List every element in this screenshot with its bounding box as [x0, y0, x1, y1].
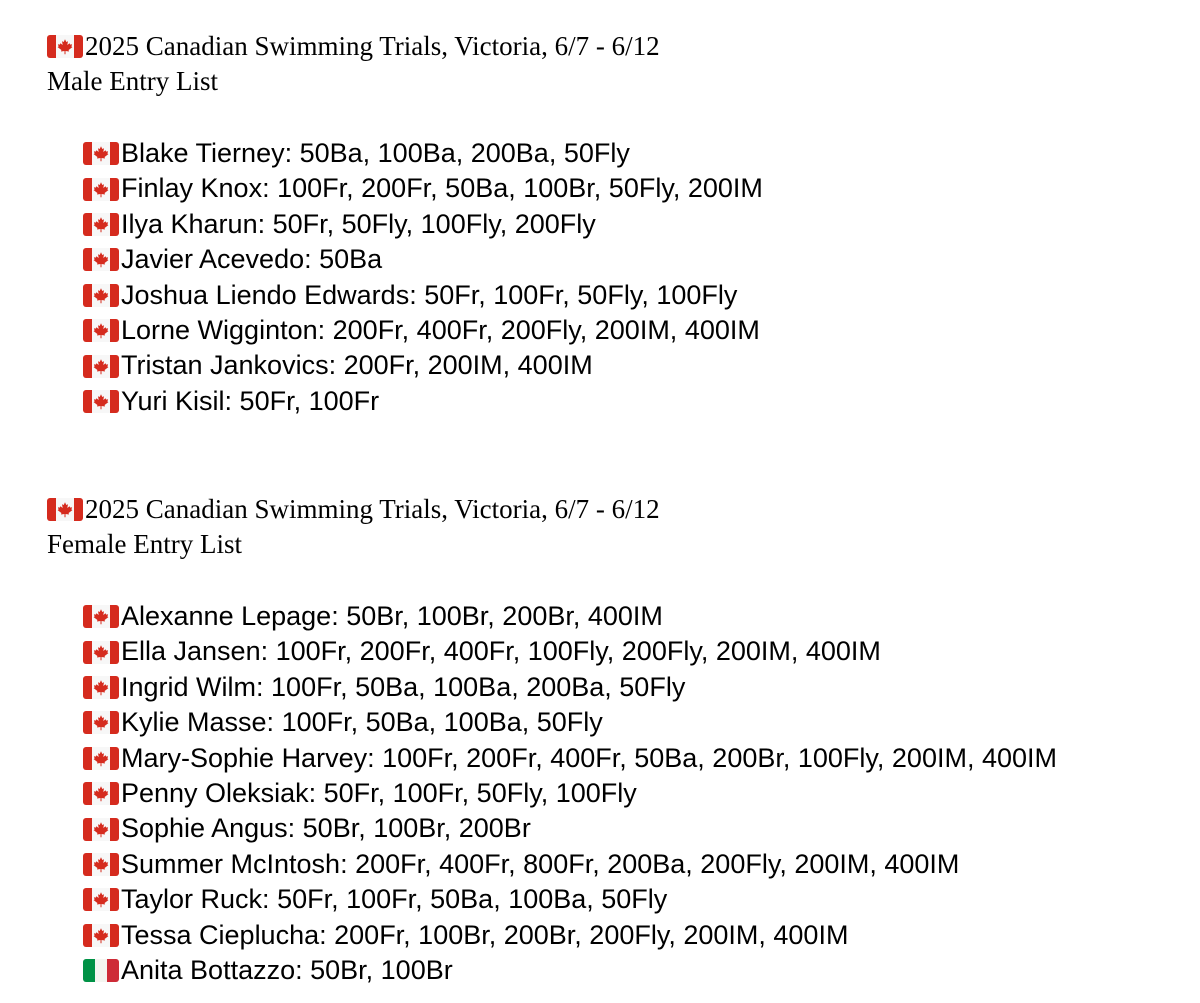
- athlete-name: Blake Tierney: [121, 138, 285, 168]
- list-item: [83, 242, 1200, 277]
- athlete-name: Penny Oleksiak: [121, 777, 309, 808]
- athlete-events: 100Fr, 50Ba, 100Ba, 50Fly: [281, 707, 603, 738]
- athlete-events: 200Fr, 400Fr, 800Fr, 200Ba, 200Fly, 200IM, 400IM: [355, 848, 960, 879]
- female-entry-list: [83, 599, 1200, 988]
- athlete-name: Taylor Ruck: [121, 884, 263, 915]
- canada-flag-icon: [83, 213, 119, 236]
- italy-flag-icon: [83, 959, 119, 982]
- athlete-entry-text: Taylor Ruck: 50Fr, 100Fr, 50Ba, 100Ba, 50Fly: [121, 884, 668, 915]
- athlete-entry-text: Penny Oleksiak: 50Fr, 100Fr, 50Fly, 100Fly: [121, 777, 637, 808]
- athlete-entry-text: Anita Bottazzo: 50Br, 100Br: [121, 954, 453, 985]
- list-item: [83, 599, 1200, 634]
- female-title: [47, 491, 1200, 527]
- athlete-events: 200Fr, 100Br, 200Br, 200Fly, 200IM, 400IM: [334, 919, 849, 950]
- female-subtitle: Female Entry List: [47, 529, 242, 559]
- athlete-entry-text: Kylie Masse: 100Fr, 50Ba, 100Ba, 50Fly: [121, 707, 603, 738]
- list-item: [83, 918, 1200, 953]
- canada-flag-icon: [83, 390, 119, 413]
- athlete-entry-text: Mary-Sophie Harvey: 100Fr, 200Fr, 400Fr, 50Ba, 200Br, 100Fly, 200IM, 400IM: [121, 742, 1057, 773]
- athlete-entry-text: Ella Jansen: 100Fr, 200Fr, 400Fr, 100Fly, 200Fly, 200IM, 400IM: [121, 636, 881, 667]
- athlete-name: Ingrid Wilm: [121, 671, 257, 702]
- athlete-entry-text: Ilya Kharun: 50Fr, 50Fly, 100Fly, 200Fly: [121, 208, 596, 239]
- athlete-events: 200Fr, 200IM, 400IM: [343, 350, 593, 381]
- canada-flag-icon: [83, 284, 119, 307]
- athlete-name: Finlay Knox: [121, 173, 263, 204]
- list-item: [83, 348, 1200, 383]
- athlete-entry-text: Finlay Knox: 100Fr, 200Fr, 50Ba, 100Br, 50Fly, 200IM: [121, 173, 763, 204]
- male-section: [0, 28, 1200, 419]
- athlete-name: Summer McIntosh: [121, 848, 341, 879]
- list-item: [83, 634, 1200, 669]
- canada-flag-icon: [83, 711, 119, 734]
- athlete-events: 100Fr, 200Fr, 400Fr, 50Ba, 200Br, 100Fly, 200IM, 400IM: [382, 742, 1057, 773]
- canada-flag-icon: [83, 319, 119, 342]
- list-item: [83, 313, 1200, 348]
- list-item: [83, 741, 1200, 776]
- list-item: [83, 384, 1200, 419]
- canada-flag-icon: [83, 676, 119, 699]
- athlete-name: Joshua Liendo Edwards: [121, 279, 410, 310]
- canada-flag-icon: [83, 641, 119, 664]
- athlete-name: Tessa Cieplucha: [121, 919, 320, 950]
- list-item: [83, 847, 1200, 882]
- athlete-entry-text: Tessa Cieplucha: 200Fr, 100Br, 200Br, 200Fly, 200IM, 400IM: [121, 919, 849, 950]
- athlete-name: Alexanne Lepage: [121, 601, 332, 631]
- list-item: [83, 811, 1200, 846]
- female-title-text: 2025 Canadian Swimming Trials, Victoria, 6/7 - 6/12: [85, 494, 660, 524]
- list-item: [83, 953, 1200, 988]
- athlete-events: 50Fr, 100Fr: [239, 385, 380, 416]
- canada-flag-icon: [83, 248, 119, 271]
- athlete-entry-text: Javier Acevedo: 50Ba: [121, 244, 383, 275]
- athlete-events: 50Ba: [319, 244, 383, 275]
- athlete-entry-text: Summer McIntosh: 200Fr, 400Fr, 800Fr, 200Ba, 200Fly, 200IM, 400IM: [121, 848, 960, 879]
- male-title: [47, 28, 1200, 64]
- list-item: [83, 171, 1200, 206]
- athlete-events: 50Fr, 100Fr, 50Fly, 100Fly: [424, 279, 738, 310]
- athlete-entry-text: Alexanne Lepage: 50Br, 100Br, 200Br, 400IM: [121, 601, 663, 631]
- canada-flag-icon: [83, 605, 119, 628]
- athlete-events: 100Fr, 200Fr, 50Ba, 100Br, 50Fly, 200IM: [277, 173, 763, 204]
- canada-flag-icon: [83, 142, 119, 165]
- athlete-events: 100Fr, 200Fr, 400Fr, 100Fly, 200Fly, 200IM, 400IM: [275, 636, 881, 667]
- list-item: [83, 278, 1200, 313]
- female-section: [0, 491, 1200, 988]
- athlete-events: 50Ba, 100Ba, 200Ba, 50Fly: [299, 138, 630, 168]
- list-item: [83, 705, 1200, 740]
- athlete-events: 50Fr, 100Fr, 50Ba, 100Ba, 50Fly: [277, 884, 668, 915]
- male-title-text: 2025 Canadian Swimming Trials, Victoria, 6/7 - 6/12: [85, 31, 660, 61]
- canada-flag-icon: [83, 853, 119, 876]
- athlete-events: 50Br, 100Br, 200Br, 400IM: [346, 601, 663, 631]
- canada-flag-icon: [83, 178, 119, 201]
- athlete-events: 50Br, 100Br: [310, 954, 453, 985]
- canada-flag-icon: [83, 355, 119, 378]
- list-item: [83, 136, 1200, 171]
- canada-flag-icon: [83, 924, 119, 947]
- athlete-entry-text: Blake Tierney: 50Ba, 100Ba, 200Ba, 50Fly: [121, 138, 630, 168]
- male-entry-list: [83, 136, 1200, 419]
- athlete-name: Kylie Masse: [121, 707, 267, 738]
- athlete-name: Ilya Kharun: [121, 208, 258, 239]
- athlete-name: Javier Acevedo: [121, 244, 305, 275]
- athlete-name: Anita Bottazzo: [121, 954, 296, 985]
- athlete-events: 100Fr, 50Ba, 100Ba, 200Ba, 50Fly: [271, 671, 686, 702]
- athlete-entry-text: Yuri Kisil: 50Fr, 100Fr: [121, 385, 380, 416]
- athlete-entry-text: Joshua Liendo Edwards: 50Fr, 100Fr, 50Fly, 100Fly: [121, 279, 738, 310]
- canada-flag-icon: [83, 782, 119, 805]
- athlete-name: Mary-Sophie Harvey: [121, 742, 368, 773]
- athlete-entry-text: Tristan Jankovics: 200Fr, 200IM, 400IM: [121, 350, 593, 381]
- athlete-name: Lorne Wigginton: [121, 314, 318, 345]
- list-item: [83, 776, 1200, 811]
- athlete-events: 200Fr, 400Fr, 200Fly, 200IM, 400IM: [332, 314, 760, 345]
- list-item: [83, 207, 1200, 242]
- athlete-events: 50Fr, 100Fr, 50Fly, 100Fly: [323, 777, 637, 808]
- canada-flag-icon: [83, 747, 119, 770]
- athlete-name: Tristan Jankovics: [121, 350, 329, 381]
- list-item: [83, 670, 1200, 705]
- canada-flag-icon: [47, 498, 83, 521]
- male-subtitle: Male Entry List: [47, 66, 218, 96]
- canada-flag-icon: [47, 35, 83, 58]
- athlete-name: Ella Jansen: [121, 636, 261, 667]
- list-item: [83, 882, 1200, 917]
- canada-flag-icon: [83, 818, 119, 841]
- athlete-events: 50Br, 100Br, 200Br: [302, 813, 531, 844]
- athlete-entry-text: Ingrid Wilm: 100Fr, 50Ba, 100Ba, 200Ba, 50Fly: [121, 671, 686, 702]
- athlete-entry-text: Lorne Wigginton: 200Fr, 400Fr, 200Fly, 200IM, 400IM: [121, 314, 760, 345]
- athlete-entry-text: Sophie Angus: 50Br, 100Br, 200Br: [121, 813, 531, 844]
- athlete-name: Sophie Angus: [121, 813, 288, 844]
- athlete-name: Yuri Kisil: [121, 385, 225, 416]
- canada-flag-icon: [83, 888, 119, 911]
- athlete-events: 50Fr, 50Fly, 100Fly, 200Fly: [272, 208, 596, 239]
